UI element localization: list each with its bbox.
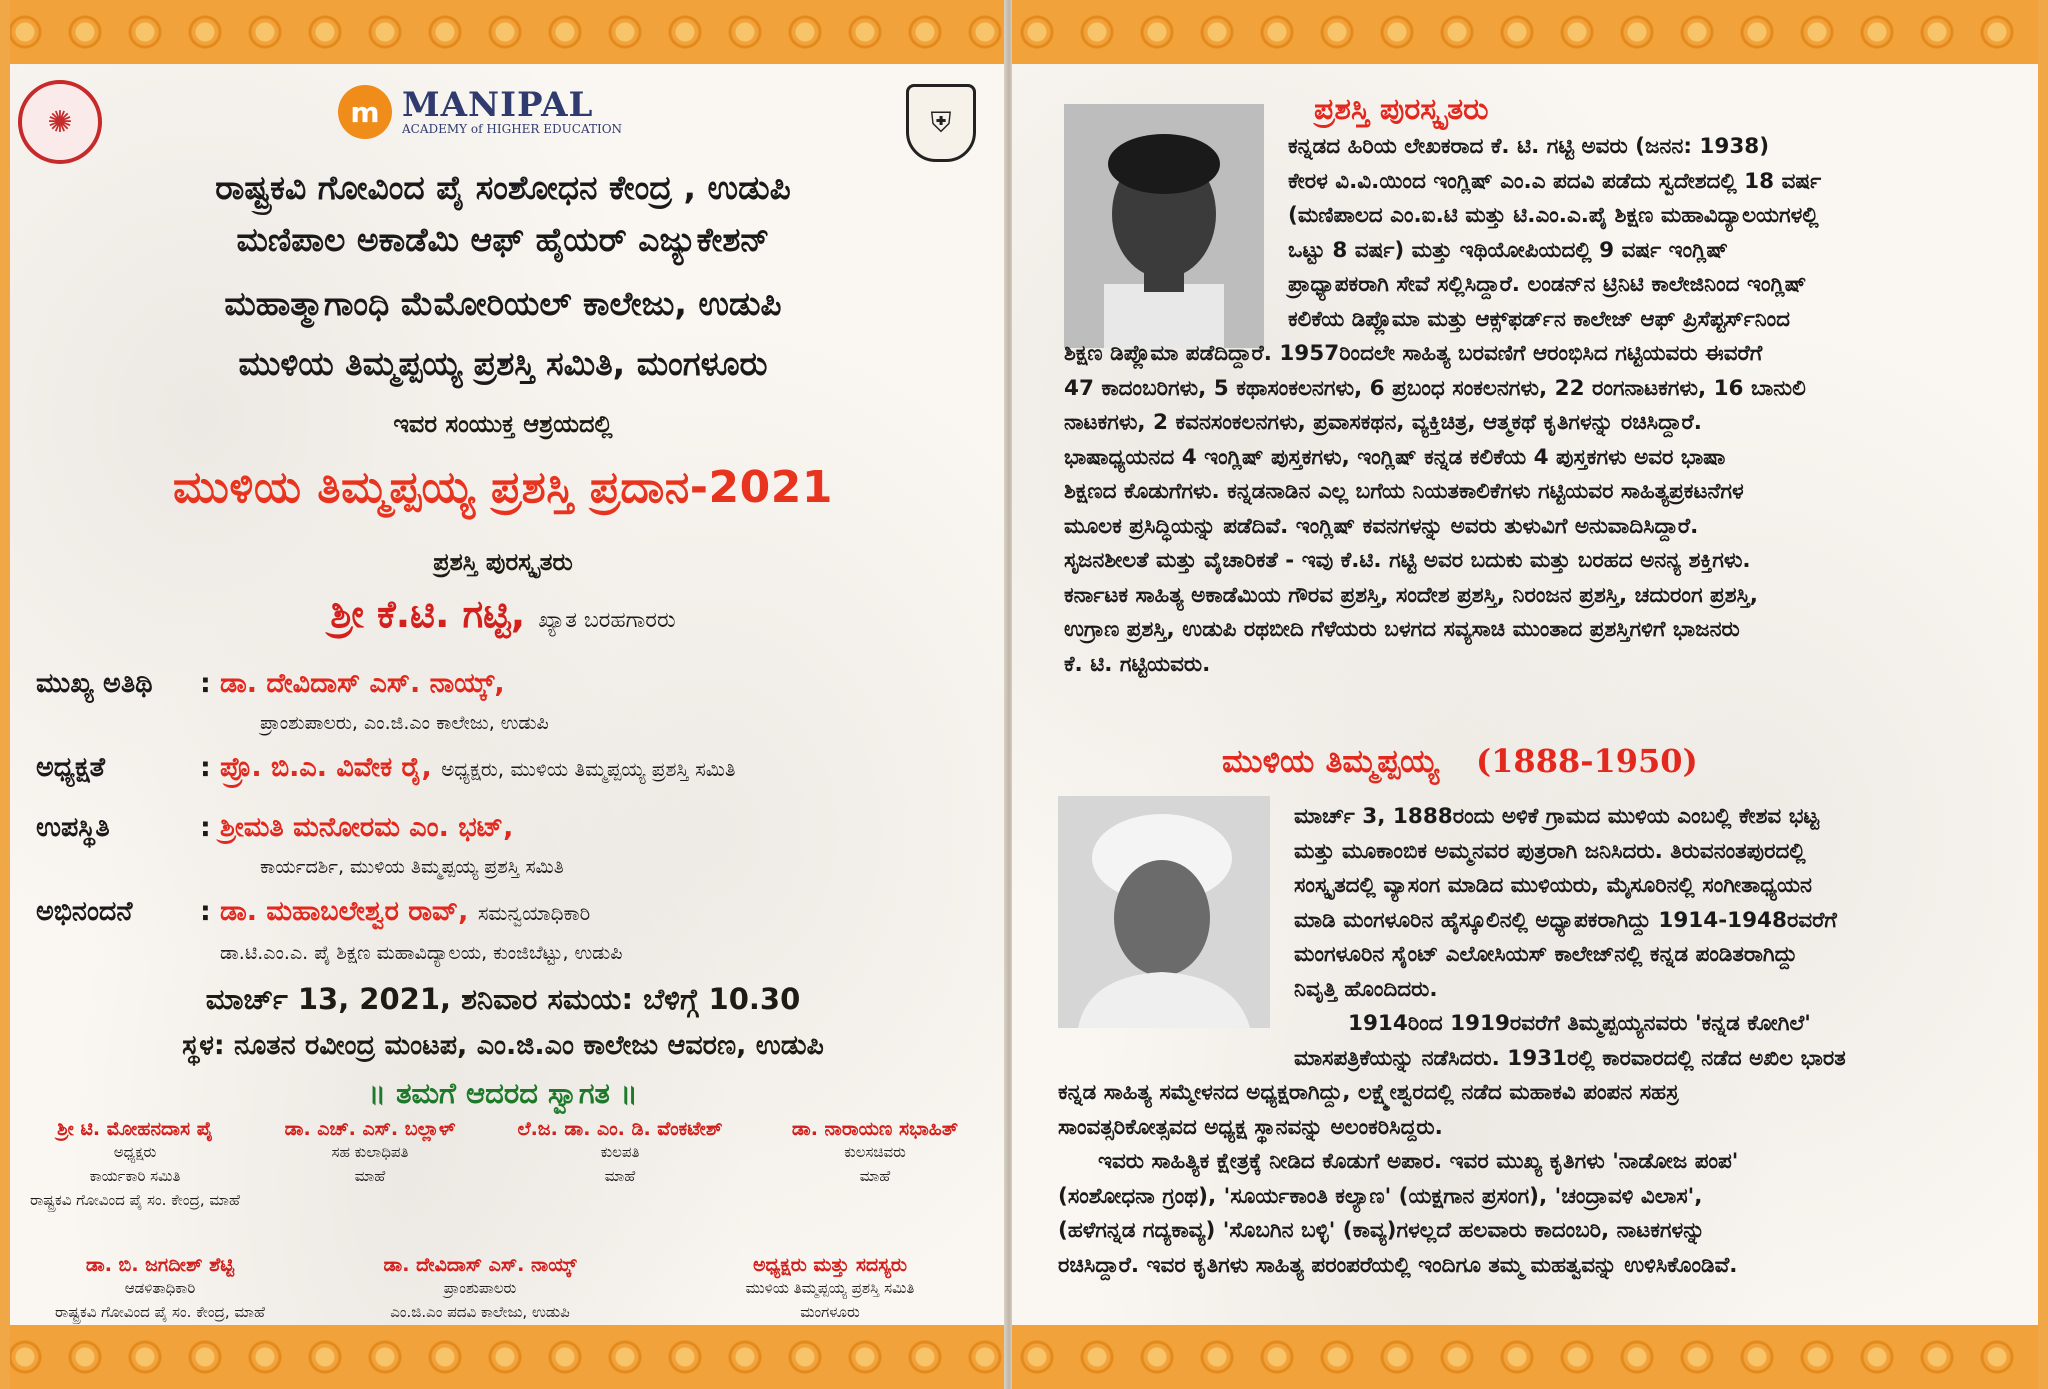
left-orange-edge <box>0 0 10 1389</box>
awardee-desc: ಖ್ಯಾತ ಬರಹಗಾರರು <box>538 608 676 633</box>
org-line-1: ರಾಷ್ಟ್ರಕವಿ ಗೋವಿಂದ ಪೈ ಸಂಶೋಧನ ಕೇಂದ್ರ , ಉಡುಪಿ <box>215 168 791 207</box>
felicitation-desc: ಡಾ.ಟಿ.ಎಂ.ಎ. ಪೈ ಶಿಕ್ಷಣ ಮಹಾವಿದ್ಯಾಲಯ, ಕುಂಜಿಬೆಟ್ಟು, ಉಡುಪಿ <box>220 942 623 964</box>
signatory-1: ಶ್ರೀ ಟಿ. ಮೋಹನದಾಸ ಪೈ ಅಧ್ಯಕ್ಷರು ಕಾರ್ಯಕಾರಿ ಸಮಿತಿ ರಾಷ್ಟ್ರಕವಿ ಗೋವಿಂದ ಪೈ ಸಂ. ಕೇಂದ್ರ, ಮಾಹೆ <box>30 1118 240 1209</box>
right-orange-edge <box>2038 0 2048 1389</box>
presence-name: ಶ್ರೀಮತಿ ಮನೋರಮ ಎಂ. ಭಟ್, <box>220 812 514 843</box>
signatory-4: ಡಾ. ನಾರಾಯಣ ಸಭಾಹಿತ್ ಕುಲಸಚಿವರು ಮಾಹೆ <box>791 1118 959 1185</box>
presidency-line <box>220 752 735 784</box>
felicitation-line <box>220 896 590 928</box>
presidency-desc: ಅಧ್ಯಕ್ಷರು, ಮುಳಿಯ ತಿಮ್ಮಪ್ಪಯ್ಯ ಪ್ರಶಸ್ತಿ ಸಮಿತಿ <box>441 757 736 781</box>
org-line-3: ಮಹಾತ್ಮಾಗಾಂಧಿ ಮೆಮೋರಿಯಲ್ ಕಾಲೇಜು, ಉಡುಪಿ <box>224 284 782 323</box>
joint-auspices: ಇವರ ಸಂಯುಕ್ತ ಆಶ್ರಯದಲ್ಲಿ <box>393 410 613 438</box>
decorative-top-band-right <box>1012 0 2048 64</box>
welcome-line: ॥ ತಮಗೆ ಆದರದ ಸ್ವಾಗತ ॥ <box>368 1076 638 1110</box>
role-chief-guest: ಮುಖ್ಯ ಅತಿಥಿ <box>36 668 153 699</box>
decorative-bottom-band <box>0 1325 1006 1389</box>
chief-guest-name: ಡಾ. ದೇವಿದಾಸ್ ಎಸ್. ನಾಯ್ಕ್, <box>220 668 505 699</box>
muliya-heading-name: ಮುಳಿಯ ತಿಮ್ಮಪ್ಪಯ್ಯ <box>1222 742 1439 780</box>
org-line-4: ಮುಳಿಯ ತಿಮ್ಮಪ್ಪಯ್ಯ ಪ್ರಶಸ್ತಿ ಸಮಿತಿ, ಮಂಗಳೂರು <box>238 344 768 383</box>
event-datetime: ಮಾರ್ಚ್ 13, 2021, ಶನಿವಾರ ಸಮಯ: ಬೆಳಿಗ್ಗೆ 10.30 <box>205 982 801 1016</box>
felicitation-name: ಡಾ. ಮಹಾಬಲೇಶ್ವರ ರಾವ್, <box>220 896 469 927</box>
muliya-heading-years: (1888-1950) <box>1476 742 1698 780</box>
awardee-label: ಪ್ರಶಸ್ತಿ ಪುರಸ್ಕೃತರು <box>433 548 573 576</box>
manipal-emblem-icon: m <box>338 85 392 139</box>
event-venue: ಸ್ಥಳ: ನೂತನ ರವೀಂದ್ರ ಮಂಟಪ, ಎಂ.ಜಿ.ಎಂ ಕಾಲೇಜು ಆವರಣ, ಉಡುಪಿ <box>182 1030 824 1061</box>
right-page <box>1012 0 2048 1389</box>
college-crest-icon: ⛨ <box>906 84 976 162</box>
role-presence: ಉಪಸ್ಥಿತಿ <box>36 812 110 843</box>
presence-desc: ಕಾರ್ಯದರ್ಶಿ, ಮುಳಿಯ ತಿಮ್ಮಪ್ಪಯ್ಯ ಪ್ರಶಸ್ತಿ ಸಮಿತಿ <box>260 856 564 878</box>
manipal-logo <box>338 80 638 144</box>
awardee-section-heading: ಪ್ರಶಸ್ತಿ ಪುರಸ್ಕೃತರು <box>1314 92 1489 127</box>
muliya-section-heading <box>1222 742 1698 781</box>
signatory-2: ಡಾ. ಎಚ್. ಎಸ್. ಬಲ್ಲಾಳ್ ಸಹ ಕುಲಾಧಿಪತಿ ಮಾಹೆ <box>284 1118 456 1185</box>
manipal-logo-title: MANIPAL <box>402 85 594 125</box>
chief-guest-desc: ಪ್ರಾಂಶುಪಾಲರು, ಎಂ.ಜಿ.ಎಂ ಕಾಲೇಜು, ಉಡುಪಿ <box>260 712 549 734</box>
muliya-bio: ಮಾರ್ಚ್ 3, 1888ರಂದು ಅಳಿಕೆ ಗ್ರಾಮದ ಮುಳಿಯ ಎಂಬಲ್ಲಿ ಕೇಶವ ಭಟ್ಟ ಮತ್ತು ಮೂಕಾಂಬಿಕ ಅಮ್ಮನವರ ಪುತ್ರರಾಗಿ ಜನಿಸಿದರು. ತಿರುವನಂತಪುರದಲ್ಲಿ ಸಂಸ್ಕೃತದಲ್ಲಿ ವ್ಯಾಸಂಗ ಮಾಡಿದ ಮುಳಿಯರು, ಮೈಸೂರಿನಲ್ಲಿ ಸಂಗೀತಾಧ್ಯಯನ ಮಾಡಿ ಮಂಗಳೂರಿನ ಹೈಸ್ಕೂಲಿನಲ್ಲಿ ಅಧ್ಯಾಪಕರಾಗಿದ್ದು 1914-1948ರವರೆಗೆ ಮಂಗಳೂರಿನ ಸೈಂಟ್ ಎಲೋಸಿಯಸ್ ಕಾಲೇಜ್‌ನಲ್ಲಿ ಕನ್ನಡ ಪಂಡಿತರಾಗಿದ್ದು ನಿವೃತ್ತಿ ಹೊಂದಿದರು. 1914ರಿಂದ 1919ರವರೆಗೆ ತಿಮ್ಮಪ್ಪಯ್ಯನವರು 'ಕನ್ನಡ ಕೋಗಿಲೆ' ಮಾಸಪತ್ರಿಕೆಯನ್ನು ನಡೆಸಿದರು. 1931ರಲ್ಲಿ ಕಾರವಾರದಲ್ಲಿ ನಡೆದ ಅಖಿಲ ಭಾರತ ಕನ್ನಡ ಸಾಹಿತ್ಯ ಸಮ್ಮೇಳನದ ಅಧ್ಯಕ್ಷರಾಗಿದ್ದು, ಲಕ್ಷ್ಮೇಶ್ವರದಲ್ಲಿ ನಡೆದ ಮಹಾಕವಿ ಪಂಪನ ಸಹಸ್ರ ಸಾಂವತ್ಸರಿಕೋತ್ಸವದ ಅಧ್ಯಕ್ಷ ಸ್ಥಾನವನ್ನು ಅಲಂಕರಿಸಿದ್ದರು. ಇವರು ಸಾಹಿತ್ಯಿಕ ಕ್ಷೇತ್ರಕ್ಕೆ ನೀಡಿದ ಕೊಡುಗೆ ಅಪಾರ. ಇವರ ಮುಖ್ಯ ಕೃತಿಗಳು 'ನಾಡೋಜ ಪಂಪ' (ಸಂಶೋಧನಾ ಗ್ರಂಥ), 'ಸೂರ್ಯಕಾಂತಿ ಕಲ್ಯಾಣ' (ಯಕ್ಷಗಾನ ಪ್ರಸಂಗ), 'ಚಂದ್ರಾವಳಿ ವಿಲಾಸ', (ಹಳೆಗನ್ನಡ ಗದ್ಯಕಾವ್ಯ) 'ಸೊಬಗಿನ ಬಳ್ಳಿ' (ಕಾವ್ಯ)ಗಳಲ್ಲದೆ ಹಲವಾರು ಕಾದಂಬರಿ, ನಾಟಕಗಳನ್ನು ರಚಿಸಿದ್ದಾರೆ. ಇವರ ಕೃತಿಗಳು ಸಾಹಿತ್ಯ ಪರಂಪರೆಯಲ್ಲಿ ಇಂದಿಗೂ ತಮ್ಮ ಮಹತ್ವವನ್ನು ಉಳಿಸಿಕೊಂಡಿವೆ. <box>1058 804 1846 1278</box>
felicitation-inline: ಸಮನ್ವಯಾಧಿಕಾರಿ <box>477 901 591 925</box>
awardee-heading <box>0 592 1006 637</box>
awardee-name: ಶ್ರೀ ಕೆ.ಟಿ. ಗಟ್ಟಿ, <box>330 592 526 636</box>
left-page: ✺ m MANIPAL ACADEMY of HIGHER EDUCATION ⛨ ರಾಷ್ಟ್ರಕವಿ ಗೋವಿಂದ ಪೈ ಸಂಶೋಧನ ಕೇಂದ್ರ , ಉಡುಪಿ ಮಣಿಪಾಲ ಅಕಾಡೆಮಿ ಆಫ್ ಹೈಯರ್ ಎಜ್ಯುಕೇಶನ್ ಮಹಾತ್ಮಾಗಾಂಧಿ ಮೆಮೋರಿಯಲ್ ಕಾಲೇಜು, ಉಡುಪಿ ಮುಳಿಯ ತಿಮ್ಮಪ್ಪಯ್ಯ ಪ್ರಶಸ್ತಿ ಸಮಿತಿ, ಮಂಗಳೂರು ಇವರ ಸಂಯುಕ್ತ ಆಶ್ರಯದಲ್ಲಿ ಮುಳಿಯ ತಿಮ್ಮಪ್ಪಯ್ಯ ಪ್ರಶಸ್ತಿ ಪ್ರದಾನ-2021 ಪ್ರಶಸ್ತಿ ಪುರಸ್ಕೃತರು ಶ್ರೀ ಕೆ.ಟಿ. ಗಟ್ಟಿ, ಖ್ಯಾತ ಬರಹಗಾರರು ಮುಖ್ಯ ಅತಿಥಿ : ಡಾ. ದೇವಿದಾಸ್ ಎಸ್. ನಾಯ್ಕ್, ಪ್ರಾಂಶುಪಾಲರು, ಎಂ.ಜಿ.ಎಂ ಕಾಲೇಜು, ಉಡುಪಿ ಅಧ್ಯಕ್ಷತೆ : ಪ್ರೊ. ಬಿ.ಎ. ವಿವೇಕ ರೈ, ಅಧ್ಯಕ್ಷರು, ಮುಳಿಯ ತಿಮ್ಮಪ್ಪಯ್ಯ ಪ್ರಶಸ್ತಿ ಸಮಿತಿ ಉಪಸ್ಥಿತಿ : ಶ್ರೀಮತಿ ಮನೋರಮ ಎಂ. ಭಟ್, ಕಾರ್ಯದರ್ಶಿ, ಮುಳಿಯ ತಿಮ್ಮಪ್ಪಯ್ಯ ಪ್ರಶಸ್ತಿ ಸಮಿತಿ ಅಭಿನಂದನೆ : ಡಾ. ಮಹಾಬಲೇಶ್ವರ ರಾವ್, ಸಮನ್ವಯಾಧಿಕಾರಿ ಡಾ.ಟಿ.ಎಂ.ಎ. ಪೈ ಶಿಕ್ಷಣ ಮಹಾವಿದ್ಯಾಲಯ, ಕುಂಜಿಬೆಟ್ಟು, ಉಡುಪಿ ಮಾರ್ಚ್ 13, 2021, ಶನಿವಾರ ಸಮಯ: ಬೆಳಿಗ್ಗೆ 10.30 ಸ್ಥಳ: ನೂತನ ರವೀಂದ್ರ ಮಂಟಪ, ಎಂ.ಜಿ.ಎಂ ಕಾಲೇಜು ಆವರಣ, ಉಡುಪಿ ॥ ತಮಗೆ ಆದರದ ಸ್ವಾಗತ ॥ ಶ್ರೀ ಟಿ. ಮೋಹನದಾಸ ಪೈ ಅಧ್ಯಕ್ಷರು ಕಾರ್ಯಕಾರಿ ಸಮಿತಿ ರಾಷ್ಟ್ರಕವಿ ಗೋವಿಂದ ಪೈ ಸಂ. ಕೇಂದ್ರ, ಮಾಹೆ ಡಾ. ಎಚ್. ಎಸ್. ಬಲ್ಲಾಳ್ ಸಹ ಕುಲಾಧಿಪತಿ ಮಾಹೆ ಲೆ.ಜ. ಡಾ. ಎಂ. ಡಿ. ವೆಂಕಟೇಶ್ ಕುಲಪತಿ ಮಾಹೆ ಡಾ. ನಾರಾಯಣ ಸಭಾಹಿತ್ ಕುಲಸಚಿವರು ಮಾಹೆ ಡಾ. ಬಿ. ಜಗದೀಶ್ ಶೆಟ್ಟಿ ಆಡಳಿತಾಧಿಕಾರಿ ರಾಷ್ಟ್ರಕವಿ ಗೋವಿಂದ ಪೈ ಸಂ. ಕೇಂದ್ರ, ಮಾಹೆ ಡಾ. ದೇವಿದಾಸ್ ಎಸ್. ನಾಯ್ಕ್ ಪ್ರಾಂಶುಪಾಲರು ಎಂ.ಜಿ.ಎಂ ಪದವಿ ಕಾಲೇಜು, ಉಡುಪಿ ಅಧ್ಯಕ್ಷರು ಮತ್ತು ಸದಸ್ಯರು ಮುಳಿಯ ತಿಮ್ಮಪ್ಪಯ್ಯ ಪ್ರಶಸ್ತಿ ಸಮಿತಿ ಮಂಗಳೂರು <box>0 0 1006 1389</box>
manipal-logo-subtitle: ACADEMY of HIGHER EDUCATION <box>402 122 623 136</box>
role-felicitation: ಅಭಿನಂದನೆ <box>36 896 133 927</box>
decorative-bottom-band-right <box>1012 1325 2048 1389</box>
awardee-bio: ಕನ್ನಡದ ಹಿರಿಯ ಲೇಖಕರಾದ ಕೆ. ಟಿ. ಗಟ್ಟಿ ಅವರು (ಜನನ: 1938) ಕೇರಳ ವಿ.ವಿ.ಯಿಂದ ಇಂಗ್ಲಿಷ್ ಎಂ.ಎ ಪದವಿ ಪಡೆದು ಸ್ವದೇಶದಲ್ಲಿ 18 ವರ್ಷ (ಮಣಿಪಾಲದ ಎಂ.ಐ.ಟಿ ಮತ್ತು ಟಿ.ಎಂ.ಎ.ಪೈ ಶಿಕ್ಷಣ ಮಹಾವಿದ್ಯಾಲಯಗಳಲ್ಲಿ ಒಟ್ಟು 8 ವರ್ಷ) ಮತ್ತು ಇಥಿಯೋಪಿಯದಲ್ಲಿ 9 ವರ್ಷ ಇಂಗ್ಲಿಷ್ ಪ್ರಾಧ್ಯಾಪಕರಾಗಿ ಸೇವೆ ಸಲ್ಲಿಸಿದ್ದಾರೆ. ಲಂಡನ್‌ನ ಟ್ರಿನಿಟಿ ಕಾಲೇಜಿನಿಂದ ಇಂಗ್ಲಿಷ್ ಕಲಿಕೆಯ ಡಿಪ್ಲೊಮಾ ಮತ್ತು ಆಕ್ಸ್‌ಫರ್ಡ್‌ನ ಕಾಲೇಜ್ ಆಫ್ ಪ್ರಿಸೆಪ್ಟರ್ಸ್‌ನಿಂದ ಶಿಕ್ಷಣ ಡಿಪ್ಲೊಮಾ ಪಡೆದಿದ್ದಾರೆ. 1957ರಿಂದಲೇ ಸಾಹಿತ್ಯ ಬರವಣಿಗೆ ಆರಂಭಿಸಿದ ಗಟ್ಟಿಯವರು ಈವರೆಗೆ 47 ಕಾದಂಬರಿಗಳು, 5 ಕಥಾಸಂಕಲನಗಳು, 6 ಪ್ರಬಂಧ ಸಂಕಲನಗಳು, 22 ರಂಗನಾಟಕಗಳು, 16 ಬಾನುಲಿ ನಾಟಕಗಳು, 2 ಕವನಸಂಕಲನಗಳು, ಪ್ರವಾಸಕಥನ, ವ್ಯಕ್ತಿಚಿತ್ರ, ಆತ್ಮಕಥೆ ಕೃತಿಗಳನ್ನು ರಚಿಸಿದ್ದಾರೆ. ಭಾಷಾಧ್ಯಯನದ 4 ಇಂಗ್ಲಿಷ್ ಪುಸ್ತಕಗಳು, ಇಂಗ್ಲಿಷ್ ಕನ್ನಡ ಕಲಿಕೆಯ 4 ಪುಸ್ತಕಗಳು ಅವರ ಭಾಷಾ ಶಿಕ್ಷಣದ ಕೊಡುಗೆಗಳು. ಕನ್ನಡನಾಡಿನ ಎಲ್ಲ ಬಗೆಯ ನಿಯತಕಾಲಿಕೆಗಳು ಗಟ್ಟಿಯವರ ಸಾಹಿತ್ಯಪ್ರಕಟನೆಗಳ ಮೂಲಕ ಪ್ರಸಿದ್ಧಿಯನ್ನು ಪಡೆದಿವೆ. ಇಂಗ್ಲಿಷ್ ಕವನಗಳನ್ನು ಅವರು ತುಳುವಿಗೆ ಅನುವಾದಿಸಿದ್ದಾರೆ. ಸೃಜನಶೀಲತೆ ಮತ್ತು ವೈಚಾರಿಕತೆ - ಇವು ಕೆ.ಟಿ. ಗಟ್ಟಿ ಅವರ ಬದುಕು ಮತ್ತು ಬರಹದ ಅನನ್ಯ ಶಕ್ತಿಗಳು. ಕರ್ನಾಟಕ ಸಾಹಿತ್ಯ ಅಕಾಡೆಮಿಯ ಗೌರವ ಪ್ರಶಸ್ತಿ, ಸಂದೇಶ ಪ್ರಶಸ್ತಿ, ನಿರಂಜನ ಪ್ರಶಸ್ತಿ, ಚದುರಂಗ ಪ್ರಶಸ್ತಿ, ಉಗ್ರಾಣ ಪ್ರಶಸ್ತಿ, ಉಡುಪಿ ರಥಬೀದಿ ಗೆಳೆಯರು ಬಳಗದ ಸವ್ಯಸಾಚಿ ಮುಂತಾದ ಪ್ರಶಸ್ತಿಗಳಿಗೆ ಭಾಜನರು ಕೆ. ಟಿ. ಗಟ್ಟಿಯವರು. <box>1064 134 1822 677</box>
signatory-5: ಡಾ. ಬಿ. ಜಗದೀಶ್ ಶೆಟ್ಟಿ ಆಡಳಿತಾಧಿಕಾರಿ ರಾಷ್ಟ್ರಕವಿ ಗೋವಿಂದ ಪೈ ಸಂ. ಕೇಂದ್ರ, ಮಾಹೆ <box>55 1254 265 1321</box>
decorative-top-band <box>0 0 1006 64</box>
presidency-name: ಪ್ರೊ. ಬಿ.ಎ. ವಿವೇಕ ರೈ, <box>220 752 432 783</box>
event-title: ಮುಳಿಯ ತಿಮ್ಮಪ್ಪಯ್ಯ ಪ್ರಶಸ್ತಿ ಪ್ರದಾನ-2021 <box>173 462 833 513</box>
signatory-3: ಲೆ.ಜ. ಡಾ. ಎಂ. ಡಿ. ವೆಂಕಟೇಶ್ ಕುಲಪತಿ ಮಾಹೆ <box>517 1118 723 1185</box>
signatory-6: ಡಾ. ದೇವಿದಾಸ್ ಎಸ್. ನಾಯ್ಕ್ ಪ್ರಾಂಶುಪಾಲರು ಎಂ.ಜಿ.ಎಂ ಪದವಿ ಕಾಲೇಜು, ಉಡುಪಿ <box>383 1254 577 1321</box>
signatory-7: ಅಧ್ಯಕ್ಷರು ಮತ್ತು ಸದಸ್ಯರು ಮುಳಿಯ ತಿಮ್ಮಪ್ಪಯ್ಯ ಪ್ರಶಸ್ತಿ ಸಮಿತಿ ಮಂಗಳೂರು <box>745 1254 915 1321</box>
research-centre-seal-icon: ✺ <box>18 80 102 164</box>
org-line-2: ಮಣಿಪಾಲ ಅಕಾಡೆಮಿ ಆಫ್ ಹೈಯರ್ ಎಜ್ಯುಕೇಶನ್ <box>236 220 770 259</box>
role-presidency: ಅಧ್ಯಕ್ಷತೆ <box>36 752 105 783</box>
